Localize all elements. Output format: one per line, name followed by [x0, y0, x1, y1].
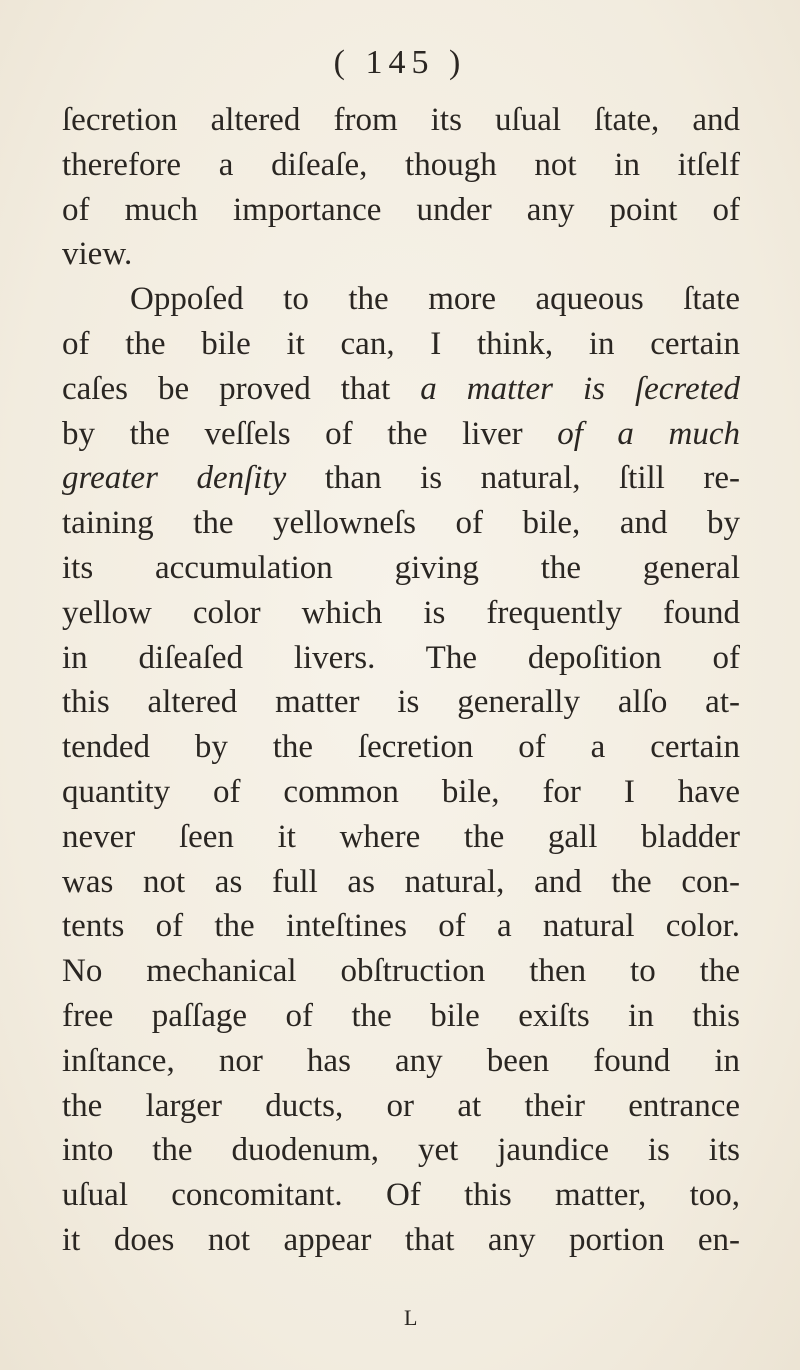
text-segment: caſes be proved that [62, 370, 421, 407]
text-line: therefore a diſeaſe, though not in itſelf [62, 146, 740, 183]
text-line: this altered matter is generally alſo at- [62, 684, 740, 721]
text-line: it does not appear that any portion en- [62, 1221, 740, 1258]
text-line: was not as full as natural, and the con- [62, 863, 740, 900]
text-line [62, 412, 740, 457]
text-line: of the bile it can, I think, in certain [62, 325, 740, 362]
text-line: the larger ducts, or at their entrance [62, 1087, 740, 1124]
text-line: view. [62, 236, 133, 273]
text-line: inſtance, nor has any been found in [62, 1042, 740, 1079]
text-line: yellow color which is frequently found [62, 594, 740, 631]
text-line: its accumulation giving the general [62, 549, 740, 586]
italic-phrase: a matter is ſecreted [420, 370, 741, 407]
body-text [62, 98, 740, 1263]
italic-phrase: greater denſity [62, 460, 287, 497]
text-segment: by the veſſels of the liver [62, 415, 558, 452]
text-line [62, 367, 740, 412]
text-line: of much importance under any point of [62, 191, 740, 228]
paragraph-start-line: Oppoſed to the more aqueous ſtate [130, 281, 740, 318]
page-number-header: ( 145 ) [333, 44, 467, 81]
text-line: tended by the ſecretion of a certain [62, 729, 740, 766]
text-line: tents of the inteſtines of a natural color. [62, 908, 740, 945]
text-line: ſecretion altered from its uſual ſtate, and [62, 102, 740, 138]
signature-mark: L [404, 1305, 418, 1330]
text-line [62, 456, 740, 501]
text-line: in diſeaſed livers. The depoſition of [62, 639, 740, 676]
text-line: never ſeen it where the gall bladder [62, 818, 740, 855]
text-segment: than is natural, ſtill re- [286, 460, 740, 497]
text-line: into the duodenum, yet jaundice is its [62, 1132, 740, 1169]
text-line: uſual concomitant. Of this matter, too, [62, 1177, 740, 1214]
italic-phrase: of a much [557, 415, 740, 452]
text-line: quantity of common bile, for I have [62, 773, 740, 810]
text-line: free paſſage of the bile exiſts in this [62, 997, 740, 1034]
text-line: No mechanical obſtruction then to the [62, 953, 740, 990]
text-line: taining the yellowneſs of bile, and by [62, 505, 740, 542]
